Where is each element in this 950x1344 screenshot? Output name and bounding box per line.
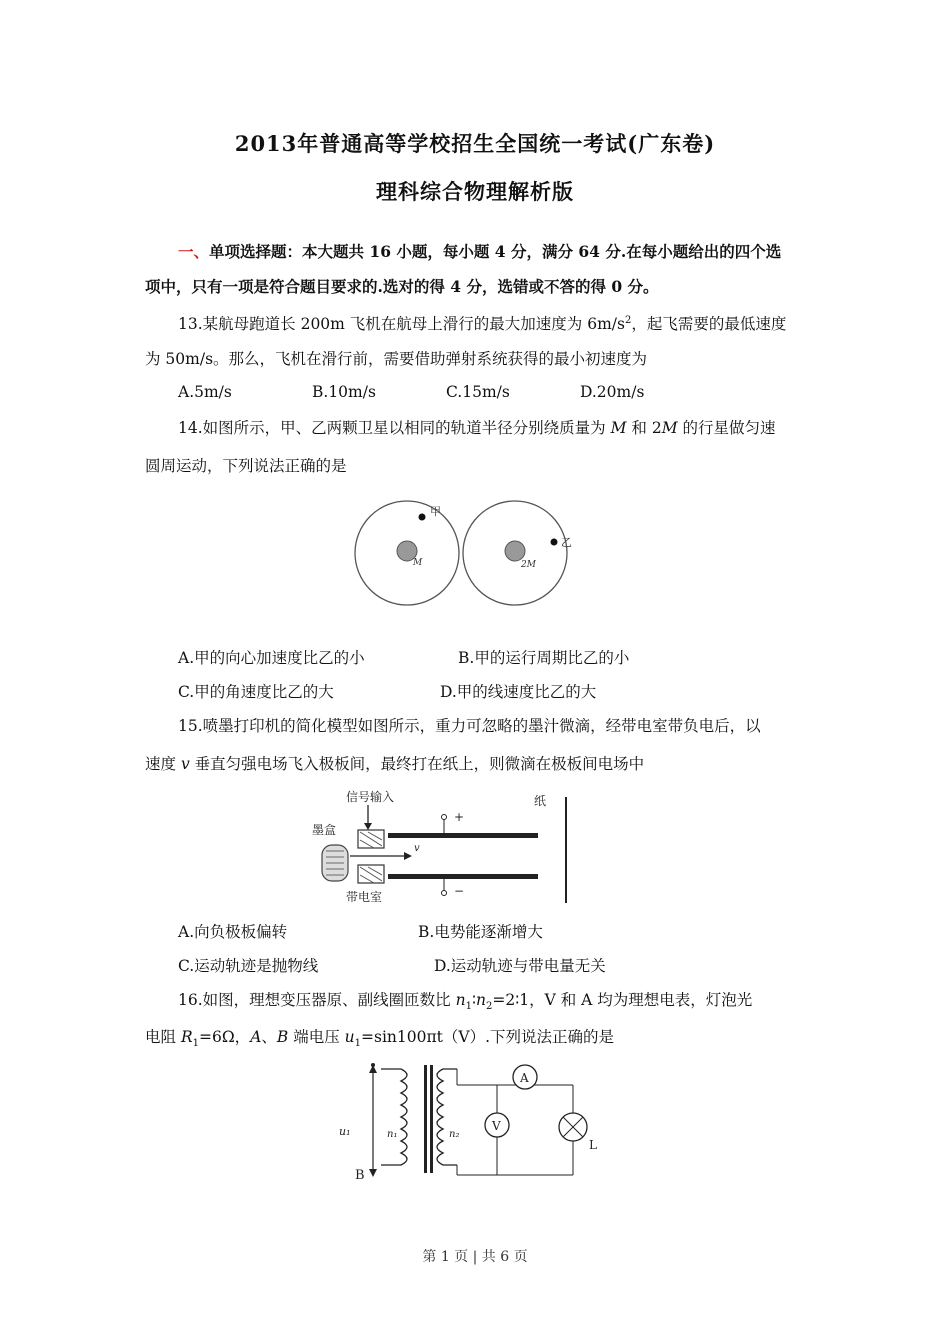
positive-plate [388,833,538,838]
q13-text-a: 13.某航母跑道长 200m 飞机在航母上滑行的最大加速度为 6m/s [178,315,625,333]
q16-B: B [276,1028,289,1046]
paper-label: 纸 [534,794,547,808]
section-heading-text-a: 单项选择题：本大题共 16 小题，每小题 4 分，满分 64 分.在每小题给出的四个选 [209,242,782,261]
q16-line1 [178,988,848,1012]
q14-option-a: A.甲的向心加速度比乙的小 [178,649,365,667]
q16-line2 [145,1025,815,1049]
section-heading [178,240,848,262]
core-bar-2 [430,1065,433,1173]
q16-text-a: 16.如图，理想变压器原、副线圈匝数比 [178,991,456,1009]
q16-text-b: =2∶1，V 和 A 均为理想电表，灯泡光 [492,991,753,1009]
A-terminal [371,1063,375,1067]
q14-line1 [178,416,848,438]
q14-orbit-figure [345,495,615,615]
signal-input-label: 信号输入 [346,790,395,804]
negative-terminal-dot [442,891,447,896]
q13-option-b: B.10m/s [312,383,376,401]
B-terminal-label: B [355,1168,365,1183]
q16-n1-sub: 1 [465,1001,472,1013]
q16-sep: 、 [261,1028,277,1046]
n2-label: n₂ [449,1129,460,1140]
velocity-label: v [414,843,420,854]
q16-n1: n [455,991,466,1009]
q16-u-sub: 1 [354,1038,362,1050]
satellite-jia-label: 甲 [430,505,441,518]
q13-sup: 2 [624,314,632,326]
q14-text-b: 和 2 [626,419,662,437]
q15-text-b: 垂直匀强电场飞入极板间，最终打在纸上，则微滴在极板间电场中 [189,755,645,773]
section-number: 一、 [178,242,210,261]
u1-arrow-down [369,1169,377,1177]
q15-option-c: C.运动轨迹是抛物线 [178,957,319,975]
q16-R: R [180,1028,193,1046]
satellite-yi [551,539,558,546]
u1-label: u₁ [339,1125,351,1138]
q15-option-a: A.向负极板偏转 [178,923,288,941]
q14-option-b: B.甲的运行周期比乙的小 [458,649,630,667]
minus-label: − [454,884,465,898]
page-footer: 第 1 页 | 共 6 页 [422,1249,528,1265]
planet-2-label: 2M [521,560,536,570]
q16-R-sub: 1 [192,1038,199,1050]
q15-velocity: v [180,755,190,773]
q13-option-d: D.20m/s [580,383,645,401]
q16-n2-sub: 2 [485,1001,493,1013]
q15-printer-figure [298,785,588,907]
q15-line2 [145,752,815,774]
q14-option-c: C.甲的角速度比乙的大 [178,683,334,701]
q14-option-d: D.甲的线速度比乙的大 [440,683,597,701]
positive-terminal-dot [442,815,447,820]
q15-option-b: B.电势能逐渐增大 [418,923,543,941]
primary-coil [381,1069,407,1165]
q16-u: u [344,1028,355,1046]
q16-text-f: =sin100πt（V）.下列说法正确的是 [361,1028,615,1046]
ammeter-label: A [520,1071,529,1085]
q16-text-d: =6Ω， [198,1028,251,1046]
n1-label: n₁ [387,1129,398,1140]
velocity-arrow-head [404,852,412,860]
q15-option-d: D.运动轨迹与带电量无关 [434,957,606,975]
q14-mass-2: M [661,419,678,437]
planet-1-label: M [413,558,423,568]
q14-text-a: 14.如图所示，甲、乙两颗卫星以相同的轨道半径分别绕质量为 [178,419,611,437]
q14-text-c: 的行星做匀速 [677,419,776,437]
q13-text-b: ，起飞需要的最低速度 [631,315,787,333]
exam-title: 2013年普通高等学校招生全国统一考试(广东卷) [234,131,716,156]
satellite-jia [419,514,426,521]
q14-line2: 圆周运动，下列说法正确的是 [145,457,347,475]
charge-room-label: 带电室 [346,890,383,904]
q16-colon: ∶ [471,991,476,1009]
satellite-yi-label: 乙 [561,536,572,549]
q16-A: A [250,1028,262,1046]
lamp-label: L [589,1138,597,1152]
q13-option-a: A.5m/s [178,383,232,401]
q16-text-e: 端电压 [288,1028,345,1046]
secondary-coil [437,1069,460,1165]
section-heading-cont: 项中，只有一项是符合题目要求的.选对的得 4 分，选错或不答的得 0 分。 [145,277,659,296]
planet-2 [505,541,525,561]
ink-box-label: 墨盒 [312,823,337,837]
q14-mass-1: M [610,419,627,437]
q16-n2: n [476,991,486,1009]
voltmeter-label: V [492,1119,501,1133]
q16-text-c: 电阻 [145,1028,181,1046]
core-bar-1 [424,1065,427,1173]
q15-text-a: 速度 [145,755,181,773]
negative-plate [388,874,538,879]
q16-transformer-figure [333,1055,605,1190]
q13-line2: 为 50m/s。那么，飞机在滑行前，需要借助弹射系统获得的最小初速度为 [145,350,648,368]
q13-option-c: C.15m/s [446,383,510,401]
q13-line1 [178,312,848,334]
exam-subtitle: 理科综合物理解析版 [376,179,574,204]
plus-label: + [454,810,465,824]
q15-line1: 15.喷墨打印机的简化模型如图所示，重力可忽略的墨汁微滴，经带电室带负电后，以 [178,717,761,735]
signal-arrow-head [364,823,372,830]
